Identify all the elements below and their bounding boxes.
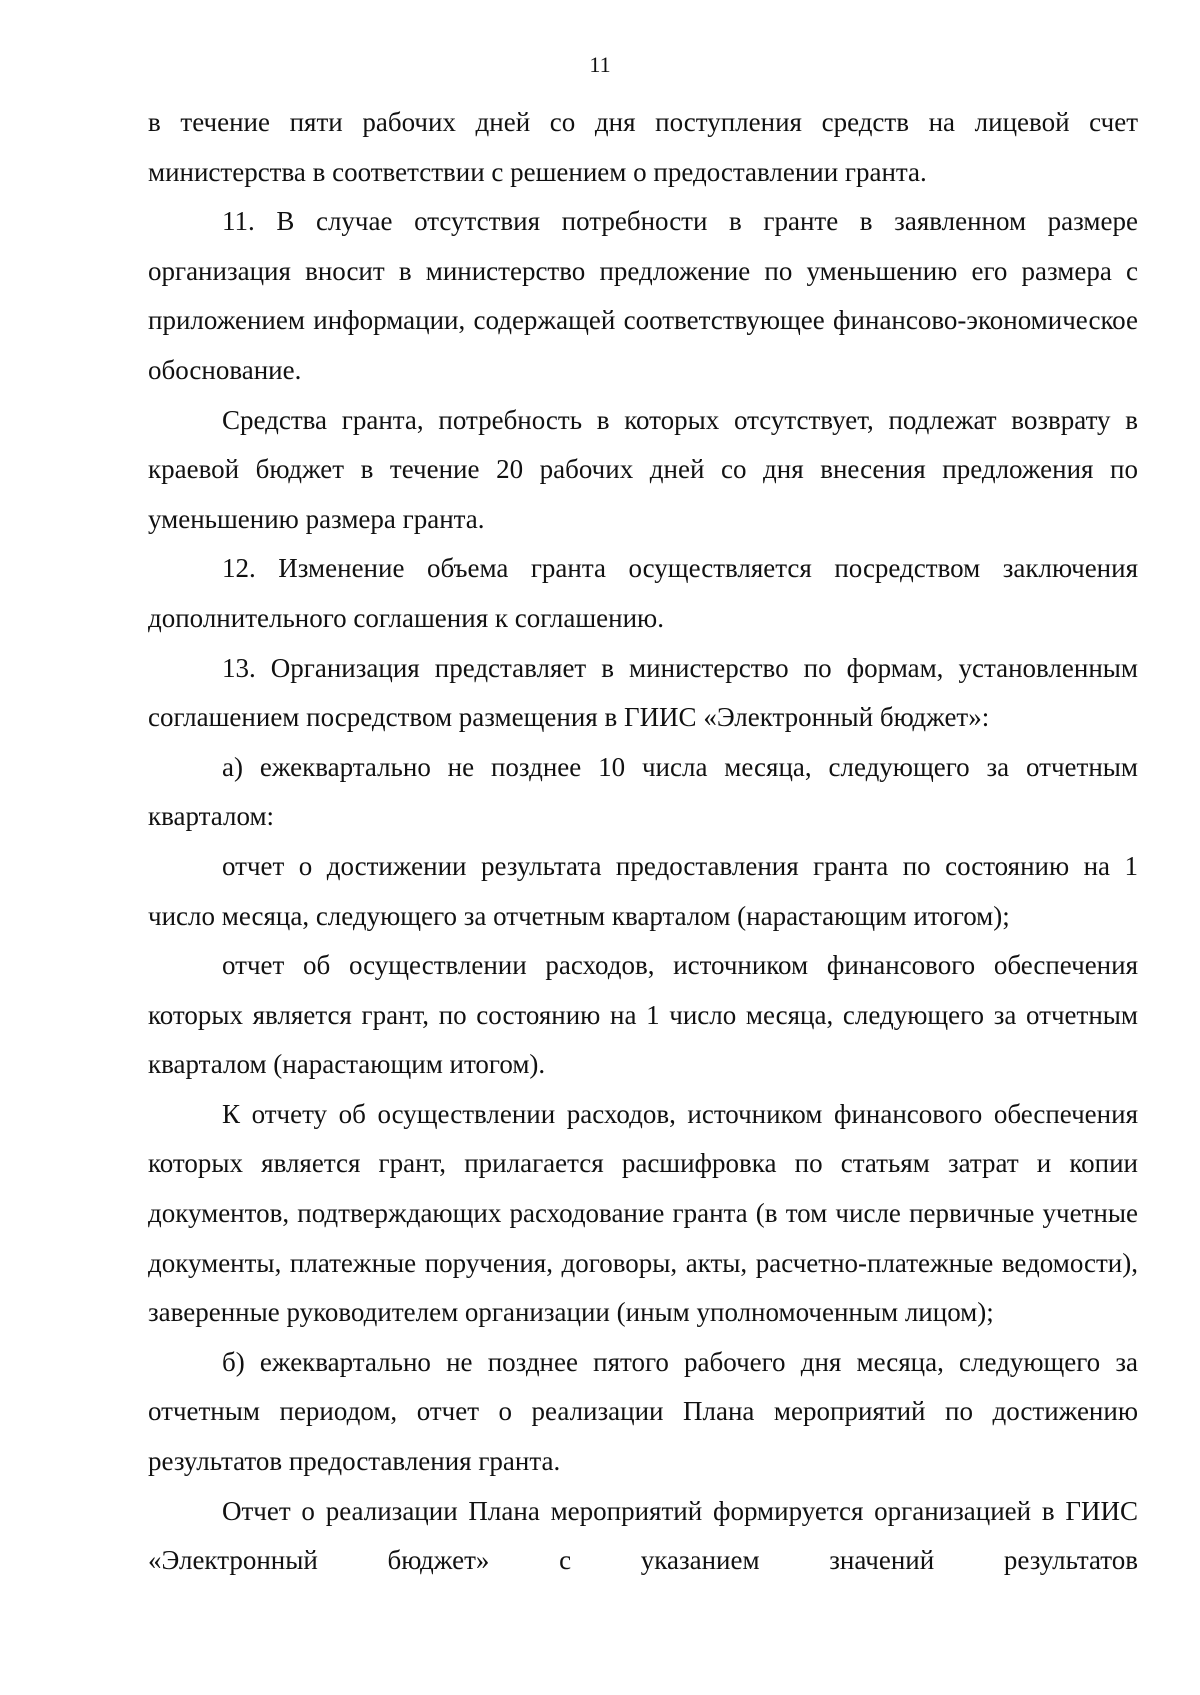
document-body: [148, 98, 1138, 1586]
paragraph-subitem-b: б) ежеквартально не позднее пятого рабочего дня месяца, следующего за отчетным периодом, отчет о реализации Плана мероприятий по достижению результатов предоставления гранта.: [148, 1346, 1138, 1477]
paragraph-item-12: 12. Изменение объема гранта осуществляется посредством заключения дополнительного соглашения к соглашению.: [148, 553, 1138, 633]
paragraph-grant-return: Средства гранта, потребность в которых отсутствует, подлежат возврату в краевой бюджет в течение 20 рабочих дней со дня внесения предложения по уменьшению размера гранта.: [148, 404, 1138, 534]
page-number: 11: [589, 52, 611, 77]
paragraph-item-13: 13. Организация представляет в министерство по формам, установленным соглашением посредством размещения в ГИИС «Электронный бюджет»:: [148, 652, 1138, 733]
paragraph-expense-report: отчет об осуществлении расходов, источником финансового обеспечения которых является грант, по состоянию на 1 число месяца, следующего за отчетным кварталом (нарастающим итогом).: [148, 950, 1138, 1080]
paragraph-report-attachments: К отчету об осуществлении расходов, источником финансового обеспечения которых является грант, прилагается расшифровка по статьям затрат и копии документов, подтверждающих расходование гранта (в том числе первичные учетные документы, платежные поручения, договоры, акты, расчетно-платежные ведомости), заверенные руководителем организации (иным уполномоченным лицом);: [148, 1098, 1138, 1328]
paragraph-continuation: в течение пяти рабочих дней со дня поступления средств на лицевой счет министерства в соответствии с решением о предоставлении гранта.: [148, 107, 1138, 187]
paragraph-subitem-a: а) ежеквартально не позднее 10 числа месяца, следующего за отчетным кварталом:: [148, 751, 1138, 832]
paragraph-plan-report: Отчет о реализации Плана мероприятий формируется организацией в ГИИС «Электронный бюджет» с указанием значений результатов: [148, 1495, 1138, 1576]
paragraph-result-report: отчет о достижении результата предоставления гранта по состоянию на 1 число месяца, следующего за отчетным кварталом (нарастающим итогом);: [148, 850, 1138, 931]
paragraph-item-11: 11. В случае отсутствия потребности в гранте в заявленном размере организация вносит в министерство предложение по уменьшению его размера с приложением информации, содержащей соответствующее финансово-экономическое обоснование.: [148, 206, 1138, 385]
